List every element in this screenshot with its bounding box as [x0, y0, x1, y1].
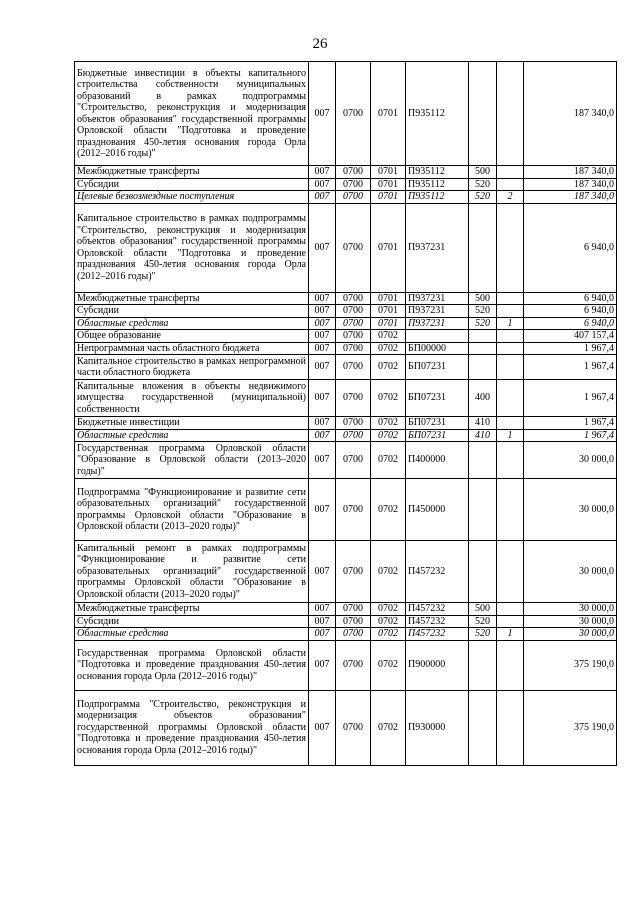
row-subsection-code: 0702: [371, 442, 406, 479]
row-section-code: 0700: [336, 330, 371, 343]
table-row: [75, 628, 617, 641]
table-row: [75, 330, 617, 343]
row-amount: 375 190,0: [524, 640, 617, 690]
row-target-code: БП07231: [406, 429, 469, 442]
row-subsection-code: 0702: [371, 330, 406, 343]
row-target-code: П937231: [406, 292, 469, 305]
row-subsection-code: 0702: [371, 380, 406, 417]
row-expense-type: 520: [469, 628, 497, 641]
row-grbs-code: 007: [309, 317, 336, 330]
row-source-code: 1: [497, 429, 524, 442]
row-target-code: П400000: [406, 442, 469, 479]
table-row: [75, 615, 617, 628]
row-expense-type: 520: [469, 191, 497, 204]
row-section-code: 0700: [336, 178, 371, 191]
row-name: Областные средства: [75, 317, 309, 330]
row-source-code: 1: [497, 317, 524, 330]
row-section-code: 0700: [336, 479, 371, 541]
row-expense-type: [469, 541, 497, 603]
row-section-code: 0700: [336, 191, 371, 204]
row-target-code: БП07231: [406, 355, 469, 380]
row-amount: 30 000,0: [524, 615, 617, 628]
row-subsection-code: 0701: [371, 178, 406, 191]
table-row: [75, 690, 617, 765]
table-row: [75, 178, 617, 191]
row-expense-type: 520: [469, 178, 497, 191]
row-grbs-code: 007: [309, 178, 336, 191]
row-subsection-code: 0701: [371, 305, 406, 318]
row-section-code: 0700: [336, 690, 371, 765]
table-row: [75, 417, 617, 430]
table-row: [75, 541, 617, 603]
row-section-code: 0700: [336, 442, 371, 479]
row-name: Субсидии: [75, 178, 309, 191]
table-row: [75, 317, 617, 330]
row-section-code: 0700: [336, 603, 371, 616]
row-subsection-code: 0701: [371, 166, 406, 179]
row-expense-type: 410: [469, 429, 497, 442]
row-expense-type: [469, 330, 497, 343]
table-row: [75, 203, 617, 292]
row-grbs-code: 007: [309, 203, 336, 292]
row-target-code: П457232: [406, 603, 469, 616]
row-amount: 6 940,0: [524, 317, 617, 330]
row-target-code: П937231: [406, 305, 469, 318]
table-row: [75, 191, 617, 204]
row-grbs-code: 007: [309, 628, 336, 641]
row-source-code: [497, 305, 524, 318]
row-expense-type: 500: [469, 292, 497, 305]
row-name: Непрограммная часть областного бюджета: [75, 342, 309, 355]
row-target-code: [406, 330, 469, 343]
row-section-code: 0700: [336, 628, 371, 641]
row-expense-type: [469, 690, 497, 765]
table-row: [75, 305, 617, 318]
row-amount: 6 940,0: [524, 305, 617, 318]
row-name: Бюджетные инвестиции: [75, 417, 309, 430]
row-name: Субсидии: [75, 615, 309, 628]
row-name: Бюджетные инвестиции в объекты капитального строительства собственности муниципальных образований в рамках подпрограммы "Строительство, реконструкция и модернизация объектов образования" государственной программы Орловской области "Подготовка и проведение празднования 450-летия основания города Орла (2012–2016 годы)": [75, 62, 309, 166]
row-source-code: [497, 479, 524, 541]
row-source-code: [497, 615, 524, 628]
row-name: Общее образование: [75, 330, 309, 343]
table-row: [75, 442, 617, 479]
page-number: 26: [312, 36, 328, 52]
row-expense-type: 410: [469, 417, 497, 430]
row-section-code: 0700: [336, 417, 371, 430]
row-expense-type: 500: [469, 166, 497, 179]
row-section-code: 0700: [336, 62, 371, 166]
row-section-code: 0700: [336, 640, 371, 690]
row-name: Областные средства: [75, 628, 309, 641]
row-grbs-code: 007: [309, 615, 336, 628]
row-target-code: П457232: [406, 615, 469, 628]
row-subsection-code: 0702: [371, 615, 406, 628]
row-target-code: П937231: [406, 317, 469, 330]
row-target-code: П935112: [406, 191, 469, 204]
row-amount: 187 340,0: [524, 62, 617, 166]
row-amount: 187 340,0: [524, 166, 617, 179]
row-grbs-code: 007: [309, 305, 336, 318]
row-grbs-code: 007: [309, 355, 336, 380]
row-target-code: П457232: [406, 628, 469, 641]
row-expense-type: [469, 62, 497, 166]
row-grbs-code: 007: [309, 417, 336, 430]
row-expense-type: 500: [469, 603, 497, 616]
row-grbs-code: 007: [309, 541, 336, 603]
row-expense-type: 520: [469, 615, 497, 628]
row-source-code: [497, 355, 524, 380]
row-section-code: 0700: [336, 541, 371, 603]
row-subsection-code: 0701: [371, 62, 406, 166]
row-target-code: БП00000: [406, 342, 469, 355]
row-section-code: 0700: [336, 305, 371, 318]
row-amount: 375 190,0: [524, 690, 617, 765]
row-name: Капитальное строительство в рамках подпрограммы "Строительство, реконструкция и модернизация объектов образования" государственной программы Орловской области "Подготовка и проведение празднования 450-летия основания города Орла (2012–2016 годы)": [75, 203, 309, 292]
row-source-code: [497, 292, 524, 305]
row-source-code: [497, 203, 524, 292]
row-amount: 6 940,0: [524, 292, 617, 305]
row-name: Капитальное строительство в рамках непрограммной части областного бюджета: [75, 355, 309, 380]
row-grbs-code: 007: [309, 690, 336, 765]
row-section-code: 0700: [336, 429, 371, 442]
row-section-code: 0700: [336, 203, 371, 292]
row-name: Подпрограмма "Функционирование и развитие сети образовательных организаций" государственной программы Орловской области "Образование в Орловской области (2013–2020 годы)": [75, 479, 309, 541]
row-subsection-code: 0702: [371, 690, 406, 765]
row-grbs-code: 007: [309, 342, 336, 355]
row-grbs-code: 007: [309, 479, 336, 541]
row-subsection-code: 0702: [371, 603, 406, 616]
row-target-code: П930000: [406, 690, 469, 765]
row-target-code: П935112: [406, 166, 469, 179]
row-amount: 407 157,4: [524, 330, 617, 343]
row-amount: 30 000,0: [524, 628, 617, 641]
row-source-code: [497, 690, 524, 765]
table-row: [75, 292, 617, 305]
row-name: Межбюджетные трансферты: [75, 292, 309, 305]
table-row: [75, 640, 617, 690]
row-source-code: 1: [497, 628, 524, 641]
row-subsection-code: 0702: [371, 429, 406, 442]
row-expense-type: [469, 203, 497, 292]
row-grbs-code: 007: [309, 330, 336, 343]
row-grbs-code: 007: [309, 191, 336, 204]
row-target-code: П450000: [406, 479, 469, 541]
row-amount: 1 967,4: [524, 380, 617, 417]
row-amount: 30 000,0: [524, 479, 617, 541]
row-expense-type: [469, 479, 497, 541]
row-target-code: П935112: [406, 178, 469, 191]
row-target-code: П457232: [406, 541, 469, 603]
row-section-code: 0700: [336, 166, 371, 179]
row-grbs-code: 007: [309, 429, 336, 442]
row-section-code: 0700: [336, 380, 371, 417]
row-source-code: [497, 62, 524, 166]
row-name: Целевые безвозмездные поступления: [75, 191, 309, 204]
row-source-code: [497, 417, 524, 430]
row-subsection-code: 0702: [371, 541, 406, 603]
row-name: Областные средства: [75, 429, 309, 442]
row-expense-type: 400: [469, 380, 497, 417]
row-section-code: 0700: [336, 342, 371, 355]
table-row: [75, 429, 617, 442]
row-expense-type: [469, 355, 497, 380]
row-source-code: [497, 380, 524, 417]
row-grbs-code: 007: [309, 62, 336, 166]
row-subsection-code: 0702: [371, 355, 406, 380]
row-name: Межбюджетные трансферты: [75, 603, 309, 616]
row-subsection-code: 0702: [371, 628, 406, 641]
row-grbs-code: 007: [309, 640, 336, 690]
row-subsection-code: 0702: [371, 640, 406, 690]
row-expense-type: [469, 640, 497, 690]
row-target-code: П900000: [406, 640, 469, 690]
row-source-code: [497, 330, 524, 343]
row-amount: 1 967,4: [524, 355, 617, 380]
row-grbs-code: 007: [309, 442, 336, 479]
row-expense-type: [469, 342, 497, 355]
row-target-code: БП07231: [406, 380, 469, 417]
row-name: Капитальные вложения в объекты недвижимого имущества государственной (муниципальной) собственности: [75, 380, 309, 417]
row-section-code: 0700: [336, 355, 371, 380]
row-target-code: П937231: [406, 203, 469, 292]
row-amount: 1 967,4: [524, 342, 617, 355]
table-row: [75, 62, 617, 166]
table-row: [75, 166, 617, 179]
budget-table: [74, 61, 617, 766]
row-source-code: [497, 640, 524, 690]
row-source-code: [497, 603, 524, 616]
row-section-code: 0700: [336, 615, 371, 628]
row-subsection-code: 0701: [371, 203, 406, 292]
row-subsection-code: 0702: [371, 417, 406, 430]
table-row: [75, 342, 617, 355]
row-amount: 1 967,4: [524, 429, 617, 442]
row-name: Субсидии: [75, 305, 309, 318]
row-target-code: БП07231: [406, 417, 469, 430]
row-amount: 30 000,0: [524, 603, 617, 616]
row-subsection-code: 0701: [371, 292, 406, 305]
row-amount: 30 000,0: [524, 541, 617, 603]
row-amount: 6 940,0: [524, 203, 617, 292]
row-source-code: [497, 342, 524, 355]
row-grbs-code: 007: [309, 603, 336, 616]
row-name: Капитальный ремонт в рамках подпрограммы "Функционирование и развитие сети образовательных организаций" государственной программы Орловской области "Образование в Орловской области (2013–2020 годы)": [75, 541, 309, 603]
row-expense-type: [469, 442, 497, 479]
row-expense-type: 520: [469, 317, 497, 330]
row-source-code: [497, 178, 524, 191]
table-row: [75, 603, 617, 616]
row-amount: 30 000,0: [524, 442, 617, 479]
row-target-code: П935112: [406, 62, 469, 166]
row-amount: 1 967,4: [524, 417, 617, 430]
row-source-code: 2: [497, 191, 524, 204]
row-source-code: [497, 442, 524, 479]
row-name: Межбюджетные трансферты: [75, 166, 309, 179]
row-name: Государственная программа Орловской области "Образование в Орловской области (2013–2020 годы)": [75, 442, 309, 479]
row-amount: 187 340,0: [524, 191, 617, 204]
table-row: [75, 380, 617, 417]
row-subsection-code: 0702: [371, 342, 406, 355]
row-amount: 187 340,0: [524, 178, 617, 191]
row-name: Подпрограмма "Строительство, реконструкция и модернизация объектов образования" государственной программы Орловской области "Подготовка и проведение празднования 450-летия основания города Орла (2012–2016 годы)": [75, 690, 309, 765]
row-subsection-code: 0701: [371, 317, 406, 330]
row-grbs-code: 007: [309, 166, 336, 179]
row-grbs-code: 007: [309, 292, 336, 305]
row-section-code: 0700: [336, 317, 371, 330]
row-section-code: 0700: [336, 292, 371, 305]
row-expense-type: 520: [469, 305, 497, 318]
row-source-code: [497, 541, 524, 603]
row-subsection-code: 0702: [371, 479, 406, 541]
row-subsection-code: 0701: [371, 191, 406, 204]
row-grbs-code: 007: [309, 380, 336, 417]
table-row: [75, 479, 617, 541]
row-name: Государственная программа Орловской области "Подготовка и проведение празднования 450-летия основания города Орла (2012–2016 годы)": [75, 640, 309, 690]
row-source-code: [497, 166, 524, 179]
table-row: [75, 355, 617, 380]
